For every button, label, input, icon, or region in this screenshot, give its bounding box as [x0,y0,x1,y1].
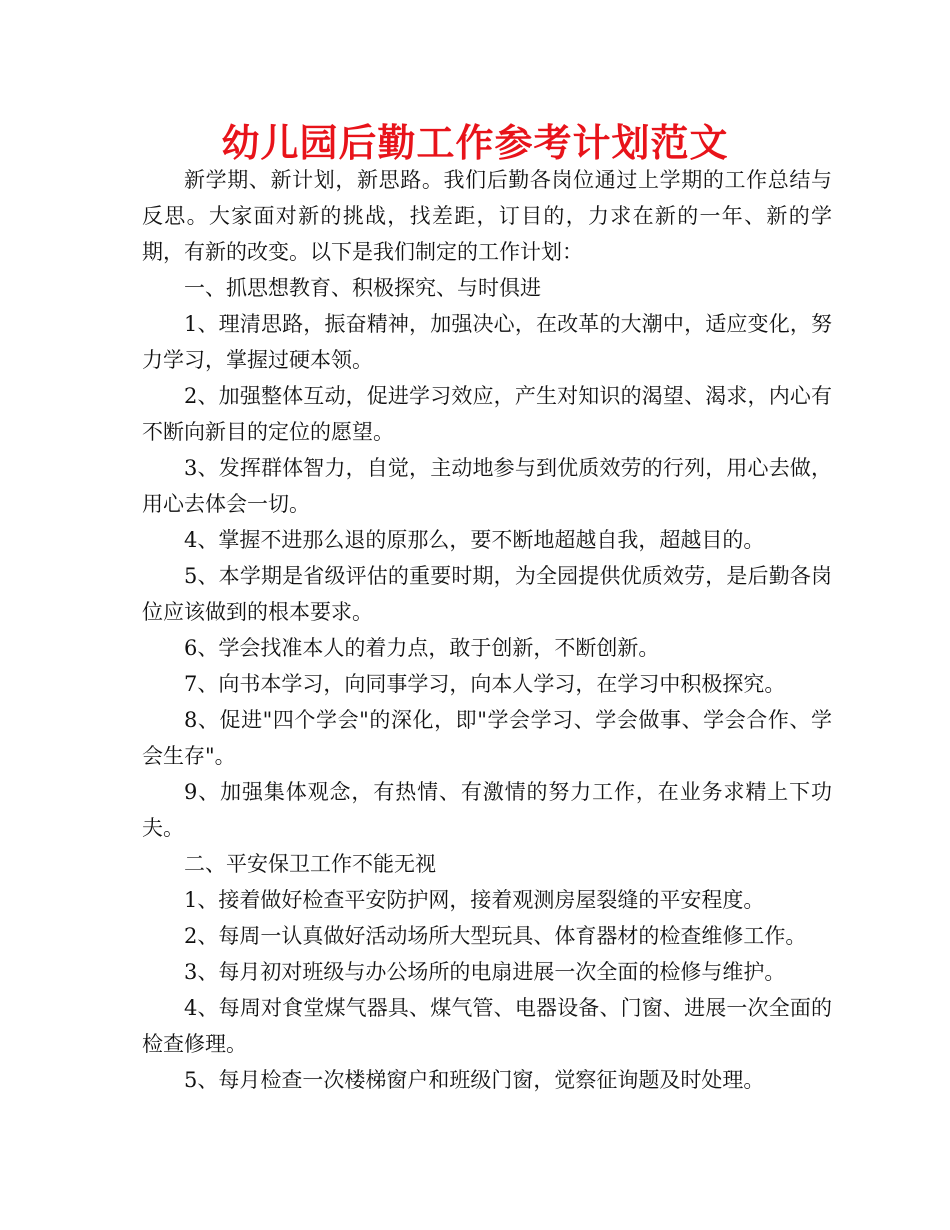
section-heading-2: 二、平安保卫工作不能无视 [184,852,436,876]
list-item: 4、掌握不进那么退的原那么，要不断地超越自我，超越目的。 [184,528,765,552]
intro-paragraph: 新学期、新计划，新思路。我们后勤各岗位通过上学期的工作总结与反思。大家面对新的挑战，找差距，订目的，力求在新的一年、新的学期，有新的改变。以下是我们制定的工作计划： [142,168,832,264]
list-item: 1、接着做好检查平安防护网，接着观测房屋裂缝的平安程度。 [184,888,765,912]
list-item: 3、发挥群体智力，自觉，主动地参与到优质效劳的行列，用心去做，用心去体会一切。 [142,456,832,516]
section-heading-1: 一、抓思想教育、积极探究、与时俱进 [184,276,541,300]
document-title: 幼儿园后勤工作参考计划范文 [221,121,729,165]
list-item: 9、加强集体观念，有热情、有激情的努力工作，在业务求精上下功夫。 [142,780,832,840]
list-item: 7、向书本学习，向同事学习，向本人学习，在学习中积极探究。 [184,672,786,696]
list-item: 5、每月检查一次楼梯窗户和班级门窗，觉察征询题及时处理。 [184,1068,765,1092]
document-body [142,162,832,1098]
list-item: 2、加强整体互动，促进学习效应，产生对知识的渴望、渴求，内心有不断向新目的定位的愿望。 [142,384,832,444]
list-item: 8、促进"四个学会"的深化，即"学会学习、学会做事、学会合作、学会生存"。 [142,708,832,768]
list-item: 2、每周一认真做好活动场所大型玩具、体育器材的检查维修工作。 [184,924,807,948]
list-item: 4、每周对食堂煤气器具、煤气管、电器设备、门窗、进展一次全面的检查修理。 [142,996,832,1056]
list-item: 5、本学期是省级评估的重要时期，为全园提供优质效劳，是后勤各岗位应该做到的根本要求。 [142,564,832,624]
list-item: 6、学会找准本人的着力点，敢于创新，不断创新。 [184,636,660,660]
list-item: 3、每月初对班级与办公场所的电扇进展一次全面的检修与维护。 [184,960,786,984]
list-item: 1、理清思路，振奋精神，加强决心，在改革的大潮中，适应变化，努力学习，掌握过硬本领。 [142,312,832,372]
